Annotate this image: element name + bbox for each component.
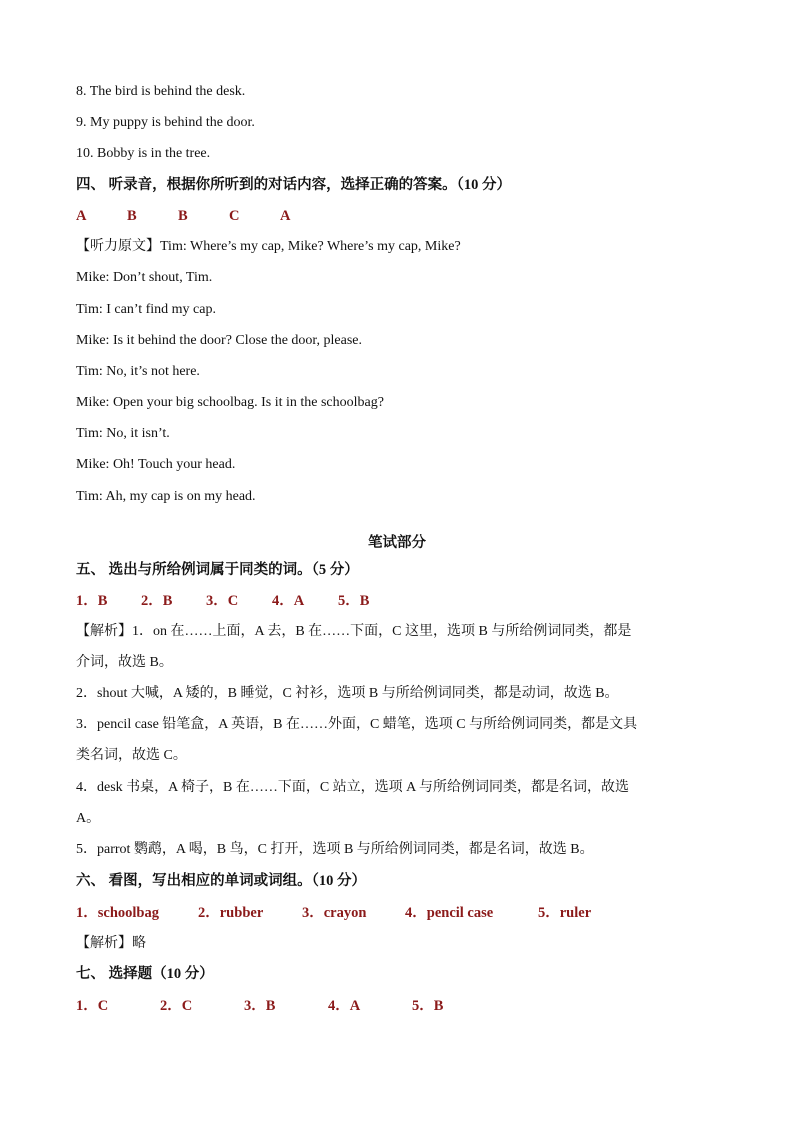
transcript-line-2: Mike: Don’t shout, Tim.: [76, 270, 213, 285]
section5-analysis-line-3: 2．shout 大喊，A 矮的，B 睡觉，C 衬衫，选项 B 与所给例词同类，都是动词，故选 B。: [76, 686, 619, 701]
listening-line-9: 9. My puppy is behind the door.: [76, 115, 255, 130]
transcript-line-4: Mike: Is it behind the door? Close the door, please.: [76, 333, 362, 348]
section7-answer-3: 3．B: [244, 998, 276, 1014]
transcript-line-1: [76, 237, 724, 257]
section5-answer-4: 4．A: [272, 593, 305, 609]
transcript-line-8: Mike: Oh! Touch your head.: [76, 457, 236, 472]
transcript-line-5: Tim: No, it’s not here.: [76, 364, 200, 379]
section7-answer-2: 2．C: [160, 998, 193, 1014]
section5-analysis-line-6: 4．desk 书桌，A 椅子，B 在……下面，C 站立，选项 A 与所给例词同类，都是名词，故选: [76, 780, 630, 795]
section4-answer-5: A: [280, 208, 291, 224]
section4-answer-4: C: [229, 208, 240, 224]
section4-title: 四、 听录音，根据你所听到的对话内容，选择正确的答案。（10 分）: [76, 177, 511, 193]
section7-answer-4: 4．A: [328, 998, 361, 1014]
section5-title: 五、 选出与所给例词属于同类的词。（5 分）: [76, 562, 359, 578]
section5-answer-5: 5．B: [338, 593, 370, 609]
section5-analysis-line-2: 介词，故选 B。: [76, 655, 173, 670]
section6-answer-4: 4．pencil case: [405, 905, 494, 921]
section7-answer-1: 1．C: [76, 998, 109, 1014]
section5-answer-2: 2．B: [141, 593, 173, 609]
transcript-label: 【听力原文】: [76, 239, 160, 254]
section5-answer-3: 3．C: [206, 593, 239, 609]
transcript-line-9: Tim: Ah, my cap is on my head.: [76, 489, 256, 504]
section4-answer-1: A: [76, 208, 87, 224]
section7-answer-5: 5．B: [412, 998, 444, 1014]
section5-analysis-line-8: 5．parrot 鹦鹉，A 喝，B 鸟，C 打开，选项 B 与所给例词同类，都是名词，故选 B。: [76, 842, 594, 857]
section6-answer-5: 5．ruler: [538, 905, 592, 921]
transcript-line-6: Mike: Open your big schoolbag. Is it in the schoolbag?: [76, 395, 384, 410]
section6-answer-1: 1．schoolbag: [76, 905, 159, 921]
section6-answer-3: 3．crayon: [302, 905, 367, 921]
section4-answer-3: B: [178, 208, 188, 224]
section4-answer-2: B: [127, 208, 137, 224]
section6-analysis: 【解析】略: [76, 936, 146, 951]
section5-answers: [76, 591, 724, 611]
section5-analysis-line-4: 3．pencil case 铅笔盒，A 英语，B 在……外面，C 蜡笔，选项 C 与所给例词同类，都是文具: [76, 717, 638, 732]
section7-title: 七、 选择题（10 分）: [76, 966, 214, 982]
section6-answers: [76, 903, 724, 923]
section7-answers: [76, 996, 724, 1016]
section6-answer-2: 2．rubber: [198, 905, 264, 921]
listening-line-8: 8. The bird is behind the desk.: [76, 84, 246, 99]
transcript-line-3: Tim: I can’t find my cap.: [76, 302, 216, 317]
section5-analysis-line-7: A。: [76, 811, 101, 826]
transcript-text: Tim: Where’s my cap, Mike? Where’s my cap, Mike?: [160, 239, 461, 254]
section4-answers: [76, 206, 724, 226]
written-part-title: 笔试部分: [368, 535, 426, 551]
transcript-line-7: Tim: No, it isn’t.: [76, 426, 170, 441]
section5-analysis-line-1: 【解析】1．on 在……上面，A 去，B 在……下面，C 这里，选项 B 与所给例词同类，都是: [76, 624, 632, 639]
listening-line-10: 10. Bobby is in the tree.: [76, 146, 211, 161]
section6-title: 六、 看图，写出相应的单词或词组。（10 分）: [76, 873, 366, 889]
section5-answer-1: 1．B: [76, 593, 108, 609]
section5-analysis-line-5: 类名词，故选 C。: [76, 748, 187, 763]
